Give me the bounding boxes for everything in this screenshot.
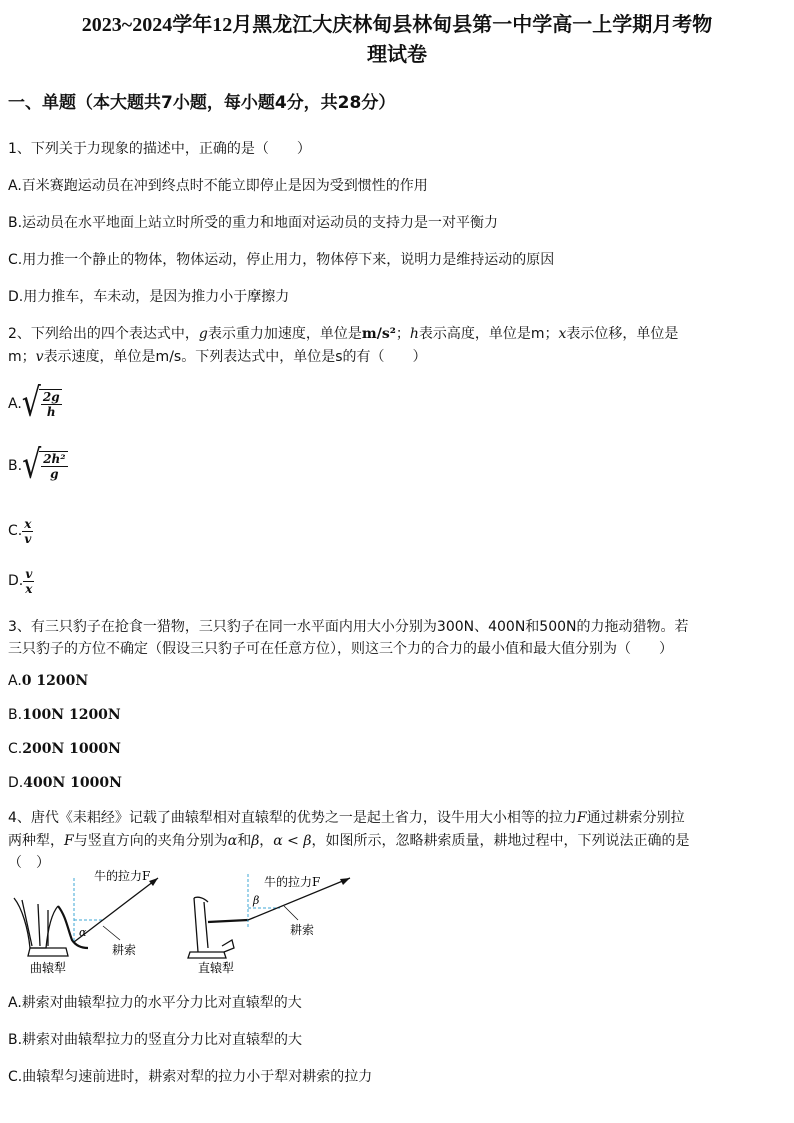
left-rope-label: 耕索 bbox=[112, 943, 137, 957]
q4-inequality: α < β bbox=[273, 833, 312, 849]
q1-option-b: B.运动员在水平地面上站立时所受的重力和地面对运动员的支持力是一对平衡力 bbox=[8, 215, 499, 231]
q2-var-h: h bbox=[409, 326, 419, 342]
left-caption: 曲辕犁 bbox=[30, 961, 67, 975]
sqrt-expression: √ $\frac{\text{2h²}}{g}$ bbox=[22, 442, 66, 489]
plough-figure bbox=[8, 868, 358, 982]
q3-option-b: B.100N 1200N bbox=[8, 707, 121, 723]
q2-option-b-label: B. bbox=[8, 458, 23, 474]
q2-stem-c: ； bbox=[395, 326, 410, 342]
left-force-arrow bbox=[74, 878, 158, 942]
q2-stem-e: 表示位移，单位是 bbox=[566, 326, 679, 342]
q2-stem-line1 bbox=[8, 323, 678, 345]
q3-option-c: C.200N 1000N bbox=[8, 741, 121, 757]
q2-var-g: g bbox=[198, 326, 208, 342]
plough-diagram bbox=[8, 868, 358, 978]
sqrt-expression: √ $\frac{2g}{h}$ bbox=[21, 380, 60, 427]
document-title bbox=[0, 10, 794, 70]
q3-stem-line1: 3、有三只豹子在抢食一猎物，三只豹子在同一水平面内用大小分别为300N、400N和500N的力拖动猎物。若 bbox=[8, 619, 689, 635]
straight-plough-drawing bbox=[188, 897, 248, 958]
q1-option-a: A.百米赛跑运动员在冲到终点时不能立即停止是因为受到惯性的作用 bbox=[8, 178, 428, 194]
q2-c-denominator: v bbox=[24, 531, 32, 546]
right-rope-label: 耕索 bbox=[290, 923, 315, 937]
q2-option-d bbox=[8, 562, 34, 600]
q2-stem-d: 表示高度，单位是m； bbox=[418, 326, 559, 342]
q2-stem-line2 bbox=[8, 346, 427, 368]
q4-var-f: F bbox=[576, 810, 587, 826]
right-force-label: 牛的拉力F bbox=[264, 875, 321, 889]
q2-stem-line2-a: m； bbox=[8, 349, 36, 365]
title-line-2: 理试卷 bbox=[367, 44, 427, 66]
q2-b-denominator: g bbox=[50, 467, 59, 481]
q2-option-b bbox=[8, 444, 68, 488]
q3-option-a: A.0 1200N bbox=[8, 673, 89, 689]
q4-option-a: A.耕索对曲辕犁拉力的水平分力比对直辕犁的大 bbox=[8, 995, 302, 1011]
left-force-label: 牛的拉力F bbox=[94, 869, 151, 883]
left-arrowhead bbox=[149, 878, 158, 886]
left-rope-pointer bbox=[103, 926, 120, 940]
q2-unit-accel: m/s² bbox=[361, 326, 396, 342]
q2-stem-a: 2、下列给出的四个表达式中， bbox=[8, 326, 199, 342]
q4-stem-line2: 两种犁，F与竖直方向的夹角分别为α和β，α < β，如图所示，忽略耕索质量，耕地过程中，下列说法正确的是 bbox=[8, 833, 690, 849]
q2-b-numerator: 2h² bbox=[43, 452, 66, 466]
q2-a-denominator: h bbox=[46, 405, 56, 419]
title-line-1: 2023~2024学年12月黑龙江大庆林甸县林甸县第一中学高一上学期月考物 bbox=[81, 14, 713, 36]
q2-d-denominator: x bbox=[25, 581, 33, 596]
q2-stem-b: 表示重力加速度，单位是 bbox=[207, 326, 362, 342]
q2-a-numerator: 2g bbox=[42, 390, 60, 404]
q3-option-d: D.400N 1000N bbox=[8, 775, 122, 791]
right-arrowhead bbox=[340, 878, 350, 885]
q2-option-a-label: A. bbox=[8, 396, 22, 412]
q1-option-c: C.用力推一个静止的物体，物体运动，停止用力，物体停下来，说明力是维持运动的原因 bbox=[8, 252, 555, 268]
q2-option-c bbox=[8, 512, 33, 550]
curved-plough-drawing bbox=[14, 898, 88, 956]
q2-stem-line2-b: 表示速度，单位是m/s。下列表达式中，单位是s的有（ ） bbox=[43, 349, 427, 365]
q2-option-a bbox=[8, 380, 62, 427]
q3-stem-line2: 三只豹子的方位不确定（假设三只豹子可在任意方位），则这三个力的合力的最小值和最大值分别为（ ） bbox=[8, 641, 673, 657]
q2-d-numerator: v bbox=[25, 566, 33, 581]
q2-option-c-label: C. bbox=[8, 523, 23, 539]
q2-option-d-label: D. bbox=[8, 573, 24, 589]
right-caption: 直辕犁 bbox=[198, 961, 235, 975]
q1-option-d: D.用力推车，车未动，是因为推力小于摩擦力 bbox=[8, 289, 290, 305]
q4-stem-line3: （ ） bbox=[8, 855, 50, 871]
left-angle-label: α bbox=[79, 926, 87, 939]
q1-stem: 1、下列关于力现象的描述中，正确的是（ ） bbox=[8, 141, 311, 157]
q2-var-x: x bbox=[558, 326, 567, 342]
section-heading: 一、单题（本大题共7小题，每小题4分，共28分） bbox=[8, 93, 396, 113]
right-rope-pointer bbox=[284, 906, 298, 920]
q2-c-numerator: x bbox=[24, 516, 32, 531]
q2-var-v: v bbox=[35, 349, 44, 365]
q4-option-b: B.耕索对曲辕犁拉力的竖直分力比对直辕犁的大 bbox=[8, 1032, 303, 1048]
right-angle-label: β bbox=[253, 894, 260, 907]
q4-option-c: C.曲辕犁匀速前进时，耕索对犁的拉力小于犁对耕索的拉力 bbox=[8, 1069, 373, 1085]
q4-stem-line1: 4、唐代《耒耜经》记载了曲辕犁相对直辕犁的优势之一是起土省力，设牛用大小相等的拉力F通过耕索分别拉 bbox=[8, 810, 685, 826]
